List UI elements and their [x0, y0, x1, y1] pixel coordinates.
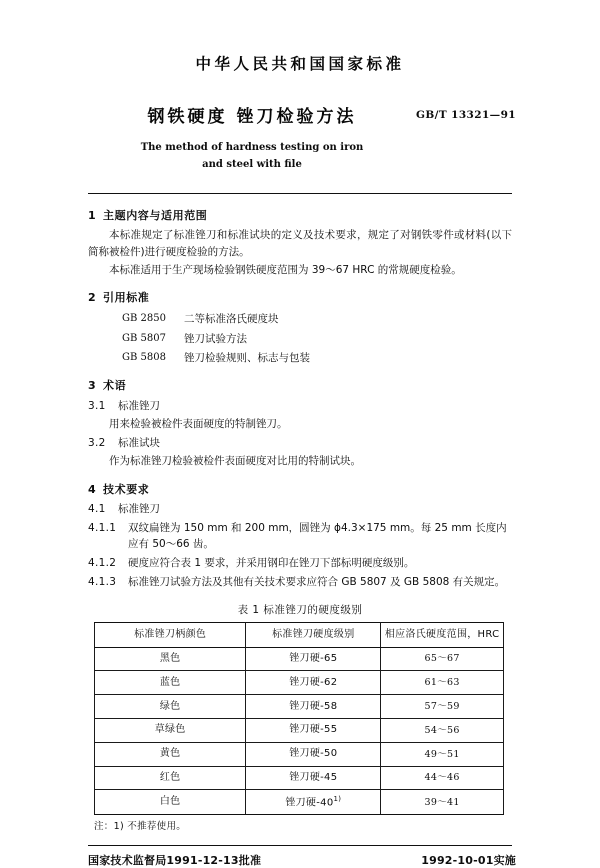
header-divider-rule [88, 193, 512, 194]
section-number-2: 2 [88, 291, 97, 305]
table-header [95, 622, 504, 647]
cell-handle-color: 蓝色 [95, 671, 246, 695]
cell-handle-color: 红色 [95, 766, 246, 790]
cell-handle-color: 黑色 [95, 647, 246, 671]
column-header-rockwell-range: 相应洛氏硬度范围，HRC [381, 622, 504, 647]
table-row [95, 647, 504, 671]
section-title-1: 主题内容与适用范围 [103, 209, 208, 222]
section-title-4: 技术要求 [103, 482, 150, 496]
cell-rockwell-range: 65～67 [381, 647, 504, 671]
cell-hardness-grade: 锉刀硬-58 [246, 695, 381, 719]
table-row [95, 766, 504, 790]
table-row [95, 742, 504, 766]
english-title-line-1: The method of hardness testing on iron [140, 142, 364, 153]
document-body [88, 207, 512, 834]
clause-number: 4.1.2 [88, 557, 117, 570]
cell-rockwell-range: 44～46 [381, 766, 504, 790]
clause-number: 3.1 [88, 399, 106, 412]
list-item [122, 311, 512, 328]
clause-3-2-text: 作为标准锉刀检验被检件表面硬度对比用的特制试块。 [109, 455, 361, 468]
clause-text: 硬度应符合表 1 要求，并采用钢印在锉刀下部标明硬度级别。 [128, 557, 415, 570]
clause-4-1-1 [88, 520, 512, 553]
clause-number: 4.1 [88, 503, 106, 516]
national-standard-title: 中华人民共和国国家标准 [195, 55, 405, 73]
document-title: 钢铁硬度 锉刀检验方法 [147, 107, 357, 127]
clause-3-2 [88, 435, 512, 452]
reference-code: GB 2850 [122, 313, 166, 325]
reference-title: 锉刀检验规则、标志与包装 [184, 351, 310, 364]
cell-handle-color: 白色 [95, 790, 246, 815]
page-content-column [88, 0, 516, 868]
reference-code: GB 5807 [122, 332, 166, 344]
hardness-grade-table [94, 622, 504, 816]
clause-text: 双纹扁锉为 150 mm 和 200 mm，圆锉为 ϕ4.3×175 mm。每 25 mm 长度内应有 50～66 齿。 [128, 521, 507, 551]
cell-hardness-grade-text: 锉刀硬-40 [285, 797, 334, 809]
section-number-3: 3 [88, 379, 97, 393]
table-row [95, 718, 504, 742]
cell-rockwell-range: 57～59 [381, 695, 504, 719]
section-1-paragraph-2: 本标准适用于生产现场检验钢铁硬度范围为 39～67 HRC 的常规硬度检验。 [109, 263, 462, 276]
referenced-standards-list [88, 311, 512, 366]
page-footer [88, 852, 516, 868]
clause-3-1-text: 用来检验被检件表面硬度的特制锉刀。 [109, 418, 288, 431]
cell-rockwell-range: 39～41 [381, 790, 504, 815]
reference-title: 二等标准洛氏硬度块 [184, 313, 279, 326]
english-title-line-2: and steel with file [202, 158, 302, 170]
title-row [88, 102, 516, 128]
cell-hardness-grade: 锉刀硬-55 [246, 718, 381, 742]
section-number-1: 1 [88, 209, 97, 222]
cell-rockwell-range: 54～56 [381, 718, 504, 742]
section-heading-3 [88, 377, 512, 394]
cell-handle-color: 草绿色 [95, 718, 246, 742]
approval-statement: 国家技术监督局1991-12-13批准 [88, 854, 262, 868]
section-title-3: 术语 [103, 379, 127, 393]
cell-handle-color: 黄色 [95, 742, 246, 766]
cell-handle-color: 绿色 [95, 695, 246, 719]
clause-number: 3.2 [88, 436, 106, 449]
cell-hardness-grade: 锉刀硬-45 [246, 766, 381, 790]
cell-hardness-grade: 锉刀硬-65 [246, 647, 381, 671]
cell-hardness-grade: 锉刀硬-50 [246, 742, 381, 766]
list-item [122, 350, 512, 367]
table-header-row [95, 622, 504, 647]
reference-title: 锉刀试验方法 [184, 332, 247, 345]
clause-text: 标准锉刀试验方法及其他有关技术要求应符合 GB 5807 及 GB 5808 有关规定。 [128, 575, 506, 588]
clause-4-1-2 [88, 555, 512, 572]
footnote-marker: 1) [333, 794, 342, 803]
table-row [95, 671, 504, 695]
table-footnote: 注：1) 不推荐使用。 [94, 821, 187, 833]
cell-rockwell-range: 61～63 [381, 671, 504, 695]
column-header-hardness-grade: 标准锉刀硬度级别 [246, 622, 381, 647]
clause-4-1 [88, 501, 512, 518]
table-row [95, 695, 504, 719]
effective-date-statement: 1992-10-01实施 [421, 854, 516, 868]
clause-title: 标准试块 [118, 436, 160, 449]
footer-divider-rule [88, 845, 512, 846]
section-title-2: 引用标准 [103, 291, 150, 305]
section-number-4: 4 [88, 482, 97, 496]
table-body [95, 647, 504, 815]
standard-number: GB/T 13321—91 [416, 109, 516, 121]
section-heading-2 [88, 289, 512, 306]
column-header-handle-color: 标准锉刀柄颜色 [95, 622, 246, 647]
list-item [122, 331, 512, 348]
clause-3-1 [88, 398, 512, 415]
reference-code: GB 5808 [122, 351, 166, 363]
clause-title: 标准锉刀 [118, 503, 160, 516]
clause-title: 标准锉刀 [118, 399, 160, 412]
cell-hardness-grade [246, 790, 381, 815]
section-heading-4 [88, 481, 512, 498]
section-heading-1 [88, 207, 512, 224]
english-title [88, 140, 512, 173]
table-row [95, 790, 504, 815]
table-caption: 表 1 标准锉刀的硬度级别 [237, 604, 363, 617]
section-1-paragraph-1: 本标准规定了标准锉刀和标准试块的定义及技术要求，规定了对钢铁零件或材料(以下简称被检件)进行硬度检验的方法。 [88, 229, 512, 258]
cell-hardness-grade: 锉刀硬-62 [246, 671, 381, 695]
clause-number: 4.1.3 [88, 575, 117, 588]
clause-number: 4.1.1 [88, 521, 117, 534]
cell-rockwell-range: 49～51 [381, 742, 504, 766]
clause-4-1-3 [88, 574, 512, 591]
